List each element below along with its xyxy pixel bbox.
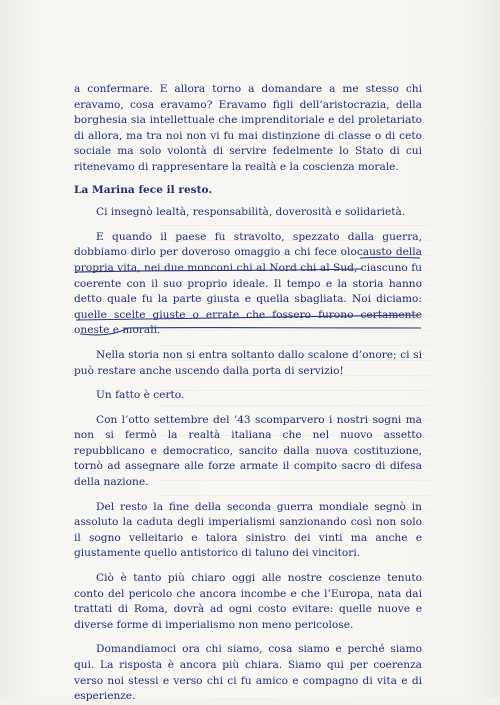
paragraph-9: Domandiamoci ora chi siamo, cosa siamo e perché siamo qui. La risposta è ancora più chiara. Siamo qui per coerenza verso noi stessi e verso chi ci fu amico e compagno di vita e di esperienze.: [74, 643, 422, 703]
section-heading: La Marina fece il resto.: [74, 183, 213, 196]
paragraph-2: Ci insegnò lealtà, responsabilità, doverosità e solidarietà.: [96, 206, 406, 219]
paragraph-4: Nella storia non si entra soltanto dallo scalone d’onore; ci si può restare anche uscendo dalla porta di servizio!: [74, 348, 422, 377]
paragraph-5: Un fatto è certo.: [96, 389, 185, 402]
document-body: [74, 82, 422, 705]
paragraph-6: Con l’otto settembre del ’43 scomparvero i nostri sogni ma non si fermò la realtà italiana che nel nuovo assetto repubblicano e democratico, sancito dalla nuova costituzione, tornò ad assegnare alle forze armate il compito sacro di difesa della nazione.: [74, 413, 422, 489]
paragraph-7: Del resto la fine della seconda guerra mondiale segnò in assoluto la caduta degli imperialismi sanzionando così non solo il sogno velleitario e talora sinistro dei vinti ma anche e giustamente quello antistorico di taluno dei vincitori.: [74, 500, 422, 560]
paragraph-1: a confermare. E allora torno a domandare a me stesso chi eravamo, cosa eravamo? Eravamo figli dell’aristocrazia, della borghesia sia intellettuale che imprenditoriale e del proletariato di allora, ma tra noi non vi fu mai distinzione di classe o di ceto sociale ma solo volontà di servire fedelmente lo Stato di cui ritenevamo di rappresentare la realtà e la coscienza morale.: [74, 83, 422, 173]
paragraph-8: Ciò è tanto più chiaro oggi alle nostre coscienze tenuto conto del pericolo che ancora incombe e che l’Europa, nata dai trattati di Roma, dovrà ad ogni costo evitare: quelle nuove e diverse forme di imperialismo non meno pericolose.: [74, 572, 422, 631]
paragraph-3: E quando il paese fu stravolto, spezzato dalla guerra, dobbiamo dirlo per doveroso omaggio a chi fece olocausto della propria vita, nei due monconi chi al Nord chi al Sud, ciascuno fu coerente con il suo proprio ideale. Il tempo e la storia hanno detto quale fu la parte giusta e quella sbagliata. Noi diciamo: quelle scelte giuste o errate che fossero furono certamente oneste e morali.: [74, 230, 422, 337]
